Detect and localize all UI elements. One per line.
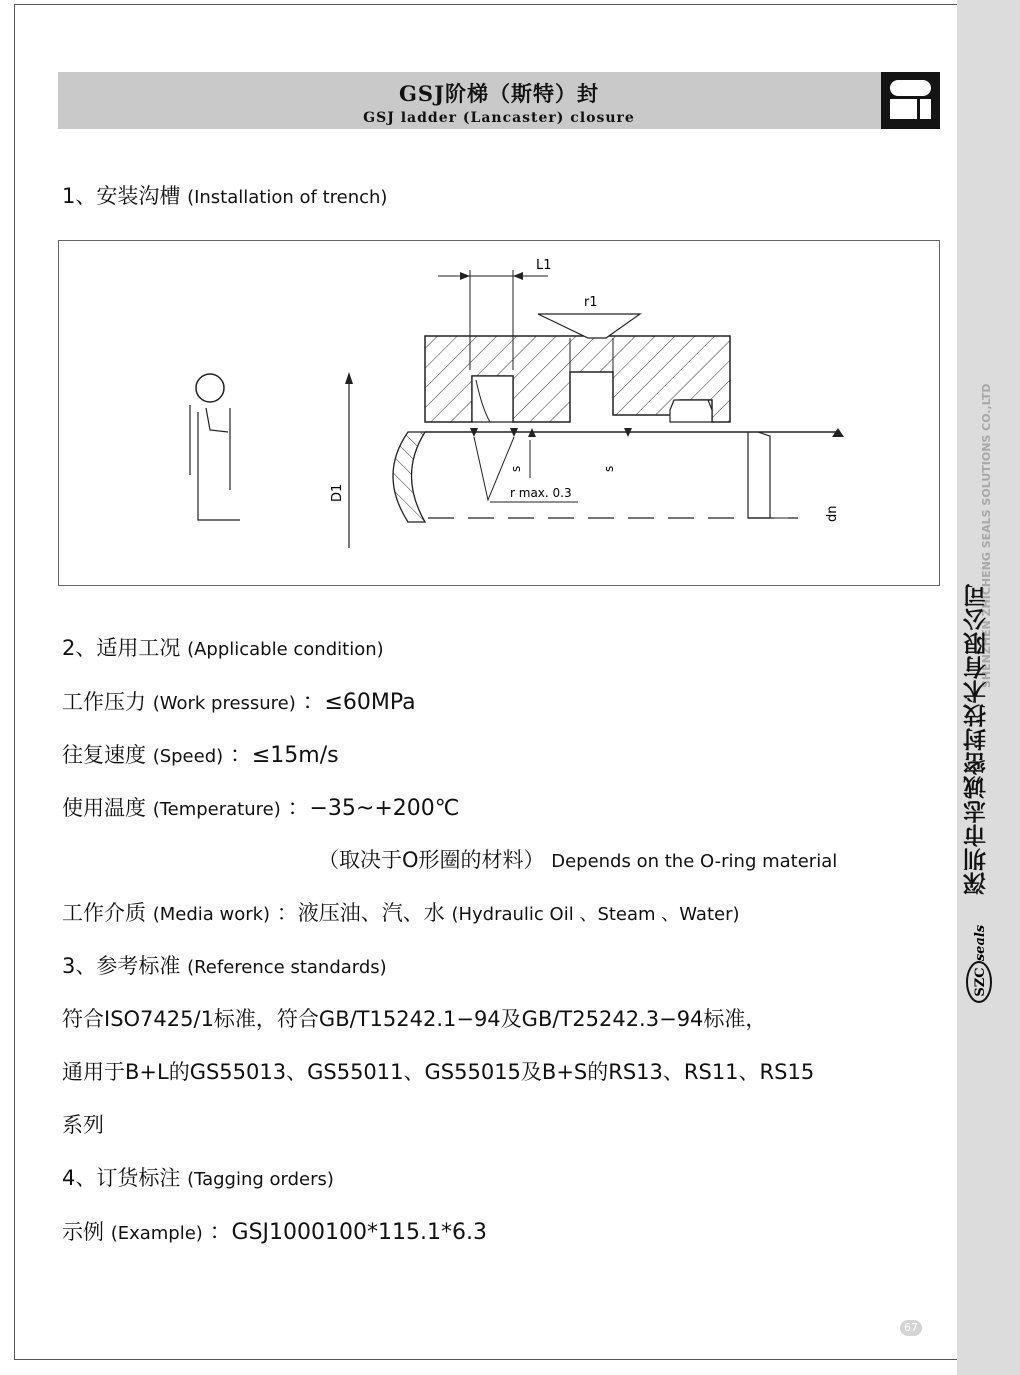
section-4-heading: 4、订货标注 (Tagging orders) xyxy=(62,1166,334,1190)
section-2-heading: 2、适用工况 (Applicable condition) xyxy=(62,636,384,660)
label-s-2: s xyxy=(602,465,616,472)
installation-groove-diagram xyxy=(58,240,940,586)
seal-profile-icon xyxy=(881,72,940,129)
label-d1: D1 xyxy=(330,483,345,502)
standards-line-1: 符合ISO7425/1标准，符合GB/T15242.1−94及GB/T25242.3−94标准， xyxy=(62,1007,767,1031)
label-s-1: s xyxy=(509,465,523,472)
section-1-heading: 1、安装沟槽 (Installation of trench) xyxy=(62,184,388,208)
label-r1: r1 xyxy=(584,295,598,310)
o-ring-section xyxy=(196,374,224,402)
step-seal-ring xyxy=(472,376,513,422)
media-line: 工作介质 (Media work) ：液压油、汽、水 (Hydraulic Oil 、Steam 、Water) xyxy=(62,901,740,925)
standards-line-2: 通用于B+L的GS55013、GS55011、GS55015及B+S的RS13、RS11、RS15 xyxy=(62,1060,815,1084)
temperature-note: （取决于O形圈的材料） Depends on the O-ring material xyxy=(318,848,838,872)
page-number: 67 xyxy=(900,1320,922,1336)
svg-text:SZC: SZC xyxy=(973,967,988,997)
temperature-line: 使用温度 (Temperature) ：−35~+200℃ xyxy=(62,796,460,821)
section-3-heading: 3、参考标准 (Reference standards) xyxy=(62,954,387,978)
company-name-cn: 深圳市志诚密封技术有限公司 xyxy=(963,583,990,895)
standards-line-3: 系列 xyxy=(62,1113,104,1137)
page-subtitle: GSJ ladder (Lancaster) closure xyxy=(363,110,635,126)
work-pressure-line: 工作压力 (Work pressure) ：≤60MPa xyxy=(62,690,416,715)
svg-text:seals: seals xyxy=(973,925,988,962)
label-dn: dn xyxy=(825,505,840,522)
company-name-en: SHENZHEN ZHICHENG SEALS SOLUTIONS CO.,LTD xyxy=(980,383,993,688)
speed-line: 往复速度 (Speed) ：≤15m/s xyxy=(62,743,339,768)
page-title: GSJ阶梯（斯特）封 xyxy=(398,81,600,106)
label-rmax: r max. 0.3 xyxy=(510,486,572,500)
label-l1: L1 xyxy=(536,258,552,273)
szc-logo xyxy=(962,925,996,1015)
example-line: 示例 (Example) ：GSJ1000100*115.1*6.3 xyxy=(62,1220,487,1245)
rod-end xyxy=(393,432,425,522)
